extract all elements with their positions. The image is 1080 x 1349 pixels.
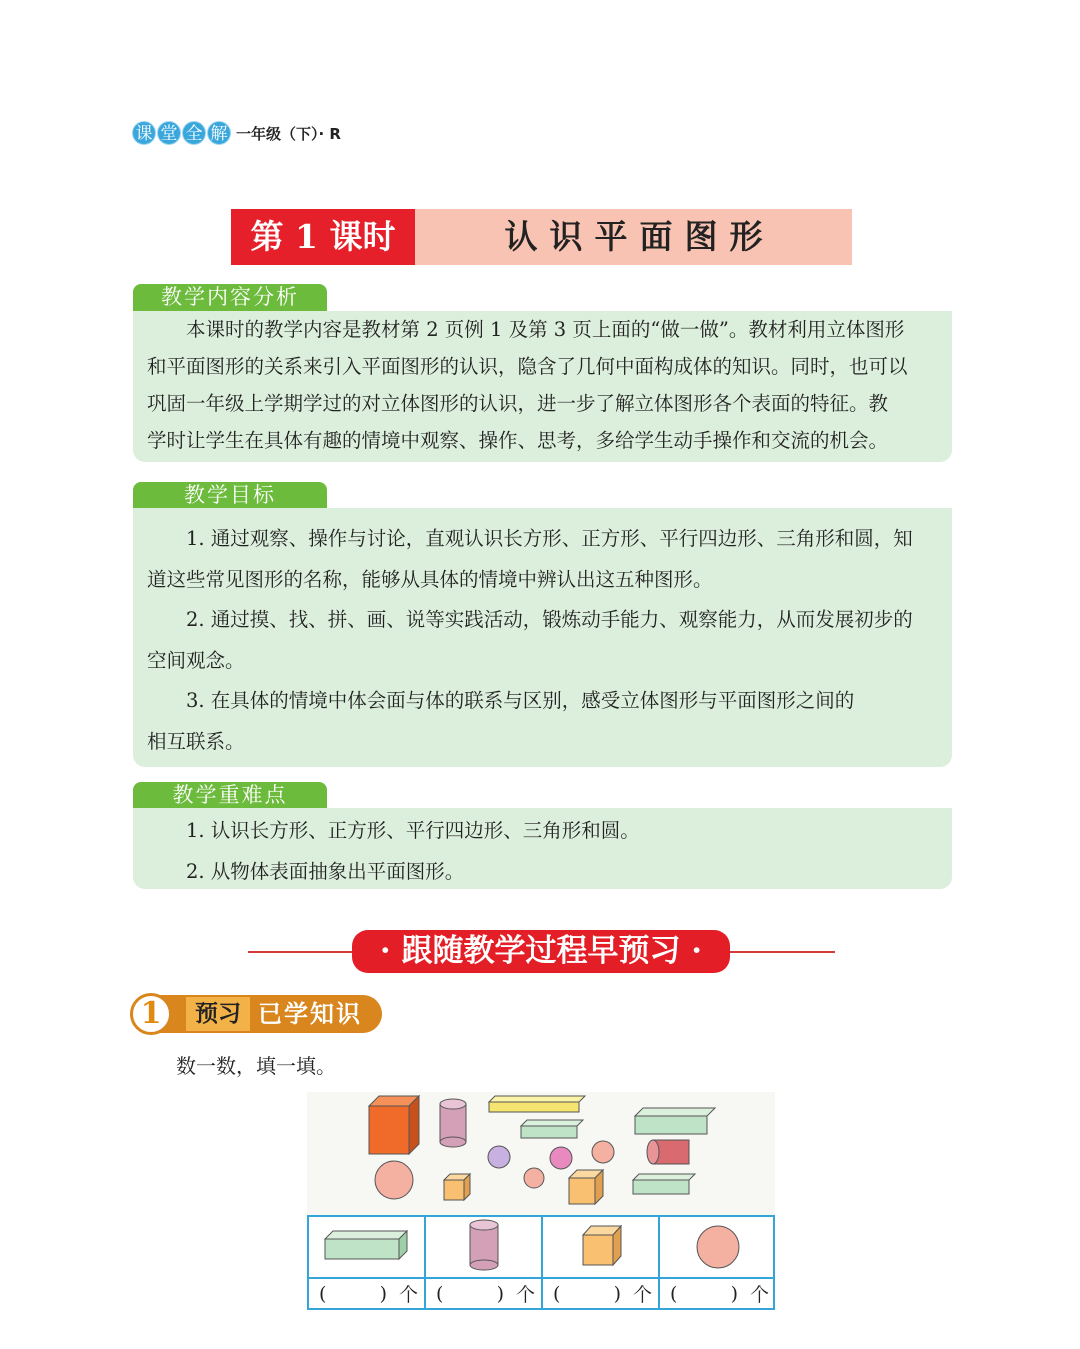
text-line: 1. 认识长方形、正方形、平行四边形、三角形和圆。 [147,819,640,842]
paren-open: ( [436,1282,444,1305]
lesson-number: 第 1 课时 [231,209,415,265]
paren-close: ) [496,1282,504,1305]
section-label-content-analysis: 教学内容分析 [133,284,327,311]
text-line: 学时让学生在具体有趣的情境中观察、操作、思考，多给学生动手操作和交流的机会。 [147,429,889,452]
answer-cell[interactable] [426,1277,543,1308]
lesson-title: 认识平面图形 [504,217,775,256]
logo-char: 全 [182,121,206,145]
flat-box-yellow-icon [489,1096,585,1112]
text-line: 相互联系。 [147,730,245,753]
preview-tag: 预习 [186,997,250,1031]
cube-icon [569,1170,603,1204]
text-line: 和平面图形的关系来引入平面图形的认识，隐含了几何中面构成体的知识。同时，也可以 [147,355,908,378]
box-green-icon [521,1120,583,1138]
cell-cuboid [309,1217,426,1277]
unit-label: 个 [398,1284,418,1306]
text-line: 1. 通过观察、操作与讨论，直观认识长方形、正方形、平行四边形、三角形和圆，知 [147,527,913,550]
text-line: 2. 通过摸、找、拼、画、说等实践活动，锻炼动手能力、观察能力，从而发展初步的 [147,608,913,631]
logo-char: 解 [207,121,231,145]
preview-title: 已学知识 [258,999,362,1028]
solid-shapes-illustration [307,1092,775,1216]
banner-title: · 跟随教学过程早预习 · [352,930,730,973]
text-line: 道这些常见图形的名称，能够从具体的情境中辨认出这五种图形。 [147,568,713,591]
lesson-title-bar [231,209,852,265]
cube-small-icon [444,1174,470,1200]
paren-close: ) [613,1282,621,1305]
text-line: 空间观念。 [147,649,245,672]
paren-open: ( [319,1282,327,1305]
section-label-key-points: 教学重难点 [133,782,327,809]
preview-banner [248,930,835,973]
logo-char: 堂 [157,121,181,145]
text-line: 本课时的教学内容是教材第 2 页例 1 及第 3 页上面的“做一做”。教材利用立体图形 [147,318,905,341]
cell-cube [543,1217,660,1277]
answer-cell[interactable] [309,1277,426,1308]
cell-cylinder [426,1217,543,1277]
cylinder-icon [440,1099,466,1147]
unit-label: 个 [515,1284,535,1306]
cell-sphere [660,1217,775,1277]
box-green-icon [633,1174,695,1194]
paren-open: ( [670,1282,678,1305]
preview-badge [130,993,390,1035]
box-green-icon [635,1108,715,1134]
sphere-icon [550,1147,572,1169]
answer-cell[interactable] [660,1277,775,1308]
logo-char: 课 [132,121,156,145]
section-label-goals: 教学目标 [133,482,327,509]
paren-open: ( [553,1282,561,1305]
text-line: 巩固一年级上学期学过的对立体图形的认识，进一步了解立体图形各个表面的特征。教 [147,392,889,415]
text-line: 2. 从物体表面抽象出平面图形。 [147,860,465,883]
step-number: 1 [130,993,172,1035]
sphere-icon [524,1168,544,1188]
cylinder-red-icon [647,1140,689,1164]
paren-close: ) [379,1282,387,1305]
sphere-icon [375,1161,413,1199]
unit-label: 个 [749,1284,769,1306]
exercise-prompt: 数一数，填一填。 [176,1054,336,1078]
sphere-icon [592,1141,614,1163]
answer-cell[interactable] [543,1277,660,1308]
sphere-icon [488,1146,510,1168]
book-header [132,121,341,145]
cube-orange-icon [369,1096,419,1154]
answer-table [307,1215,775,1310]
book-subtitle: 一年级（下）· R [236,124,341,143]
unit-label: 个 [632,1284,652,1306]
text-line: 3. 在具体的情境中体会面与体的联系与区别，感受立体图形与平面图形之间的 [147,689,855,712]
paren-close: ) [730,1282,738,1305]
